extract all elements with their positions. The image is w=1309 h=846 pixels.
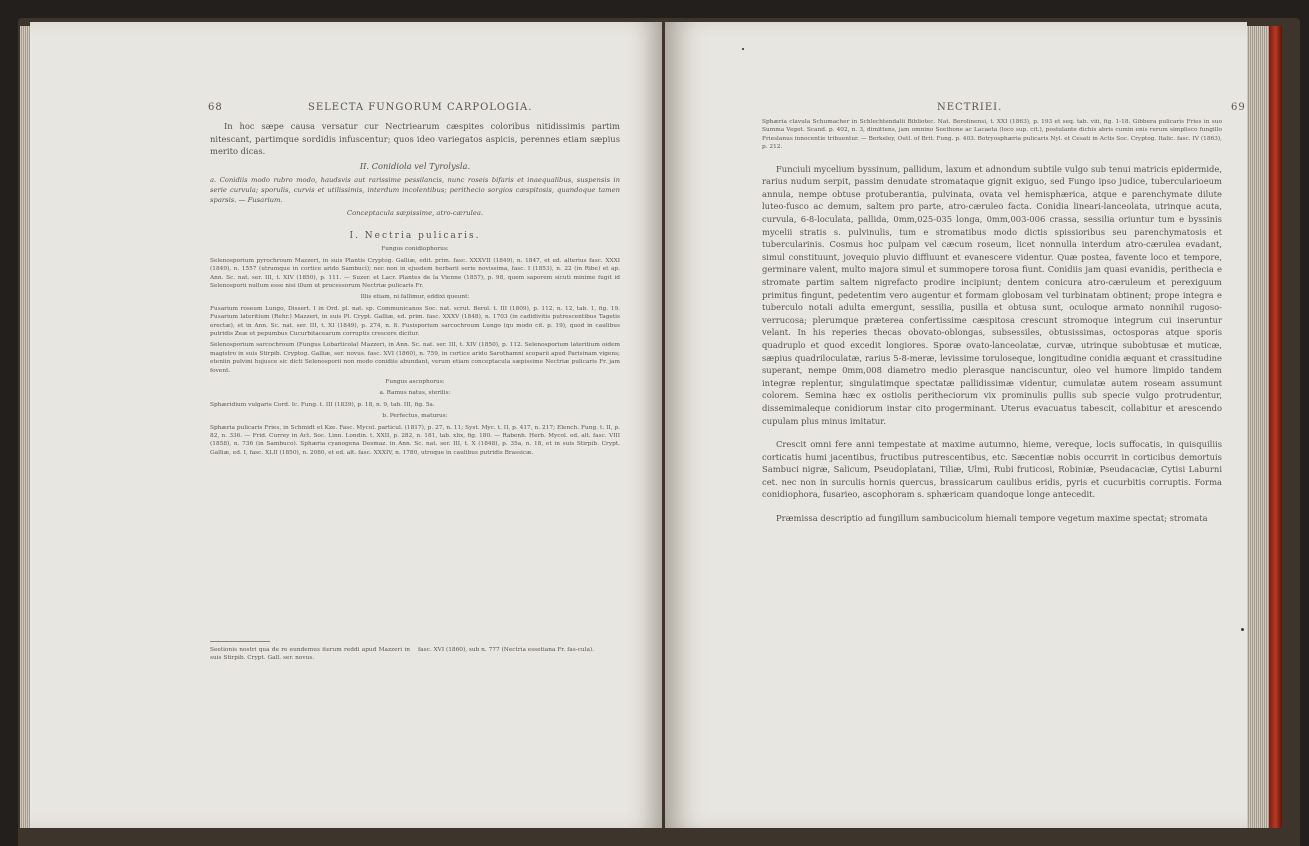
footnote-right-col: fasc. XVI (1860), sub n. 777 (Nectria essetiana Fr. fas-cula). [418,647,595,653]
page-speck [1241,628,1244,631]
fungus-conidiophorus-label: Fungus conidiophorus: [381,246,449,253]
synonyms-block-4: Sphæria pulicaris Fries, in Schmidt et Kze. Fasc. Mycol. particul. (1817), p. 27, n. 11; Syst. Myc. t. II, p. 417, n. 217; Elench. Fung. t. II, p. 82, n. 336. — Frid. Currey in Act. Soc. Linn. Londin. t. XXII, p. 282, n. 181, tab. xlix, fig. 180. — Rabenh. Herb. Mycol. ed. alt. fasc. VIII (1858), n. 736 (in Sambuco). Sphæria cyanogena Desmaz. in Ann. Sc. nat. ser. III, t. X (1848), p. 35a, n. 18, et in suis Stirpib. Crypt. Galliæ, ed. I, fasc. XLII (1850), n. 2080, et ed. alt. fasc. XXXIV, n. 1780, utroque in caulibus putridis Brassicæ. [210,424,620,456]
species-heading: I. Nectria pulicaris. [349,230,481,241]
sphaeridium-reference: Sphæridium vulgaris Cord. Ic. Fung. t. III (1839), p. 18, n. 9, tab. III, fig. 5a. [210,401,435,408]
item-b-label: b. Perfectus, maturus: [382,413,448,420]
illis-etiam-line: Illis etiam, ni fallimur, eddixi queunt: [360,294,470,301]
page-number-left: 68 [208,102,223,113]
description-paragraph: Funciuli mycelium byssinum, pallidum, laxum et adnondum subtile vulgo sub tenui matricis epidermide, rarius nudum serpit, passim denudate stromataque gignit exiguo, sed Fungo ipso judice, tubercularioeum annula, nempe obtuse protuberantia, pulvinata, ovata vel hemisphærica, atque e parenchymate dilute luteo-fusco ac demum, saltem pro parte, atro-cæruleo facta. Conidia lineari-lanceolata, utrinque acuta, curvula, 6-8-loculata, pallida, 0mm,025-035 longa, 0mm,003-006 crassa, sessilia oriuntur tum e byssinis mycelii stratis s. pulvinulis, tum e stromatibus modo dictis spissioribus seu parenchymatosis et tubercularinis. Cosmus hoc pulpam vel cæcum roseum, licet nonnulla interdum atro-cærulea evadant, simul constituunt, jovequio pluvio diffluunt et evanescere videntur. Quæ postea, favente loco et tempore, germinare valent, multo majora simul et summopere torosa fiunt. Conidiis jam quasi evanidis, perithecia e stromate partim saltem nigrefacto prodire incipiunt; dentem conicura atro-cæruleum et perexiguum primitus fingunt, pedetentim vero augentur et formam globosam vel turbinatam obtinent; prope integra e tuberculo notali adulta emergunt, sessilia, pusilla et obtusa sunt, oculoque armato nonnihil rugoso-verrucosa; plerumque præterea confertissime cæspitosa crescunt stromoque integrum cui inseruntur velant. In his reperies thecas obovato-oblongas, subsessiles, obtusissimas, octosporas atque sporis quadruplo et quod excedit longiores. Sporæ ovato-lanceolatæ, curvæ, utrinque subobtusæ et muticæ, sæpius quadriloculatæ, rarius 5-8-meræ, levissime toruloseque, longitudine conidia æquant et crassitudine superant, nempe 0mm,008 diametro medio plerasque nanciscuntur, oleo vel humore limpido tandem integræ replentur, singulatimque spectatæ pallidissimæ videntur, cumulatæ autem roseam assumunt colorem. Semina hæc ex ostiolis peritheciorum vix prominulis pullis sub specie vulgo protrudentur, dissemimaleque conidiorum instar cito progerminant. Uterus evacuatus tabescit, collabitur et arescendo cupulam plus minus imitatur. [762,163,1222,426]
footnote-left-col: Seetionis nostri qua de re eundemus iterum reddi apud Mazzeri in suis Stirpib. Crypt. Gall. ser. novus. [210,647,410,662]
running-head-right: NECTRIEI. [937,102,1003,113]
right-text-column [762,118,1222,528]
synonyms-block-2: Fusarium roseum Lungo, Dissert. I in Ord. pl. nat. sp. Communicanos Soc. nat. scrut. Berol. t. III (1809), p. 112, n. 12, tab. 1, fig. 19. Fusarium lateritium (Rehr.) Mazzeri, in suis Pl. Crypt. Galliæ, ed. prim. fasc. XXXV (1848), n. 1703 (in cadidivitis putrescentibus Tagetis erectæ), et in Ann. Sc. nat. ser. III, t. XI (1849), p. 274, n. 8. Fusisporium sarcochroum Lungo (qu modo cit. p. 19), quod in caulibus putridis Zeæ et pepumbus Cucurbitacearum corruptis crescere dicitur. [210,305,620,337]
closing-line: Præmissa descriptio ad fungillum sambucicolum hiemali tempore vegetum maxime spectat; stromata [776,513,1208,524]
right-page [665,22,1247,828]
left-text-column [210,120,620,460]
references-block: Sphæria clavula Schumacher in Schlechtendalii Bibliotec. Nat. Berolinensi, t. XXI (1863), p. 193 et seq. tab. viii, fig. 1-18. Gibbera pulicaris Fries in suo Summa Veget. Scand. p. 402, n. 3, dimittens, jam omnino Seethone ac Lacaeta (loco sup. cit.), postulante dichis abris cumin enis rerum simplisco fungillo Frieslanus innocentie tribuentur. — Berkeley, Outl. of Brit. Fung. p. 403. Botryosphæria pulicaris Nyl. et Cesati in Actis Soc. Cryptog. Italic. fasc. IV (1863), p. 212. [762,119,1222,151]
page-speck-small [742,48,744,50]
page-number-right: 69 [1231,102,1246,113]
conceptacula-line: Conceptacula sæpissime, atro-cærulea. [346,209,484,218]
book-spine-red [1269,26,1282,828]
conidia-description: a. Conidiis modo rubro modo, haudsvis aut rarissime pessilancis, nunc roseis bifaris et inaequalibus, suspensis in serie curvula; sporulis, curvis et utilissimis, interdum incolentibus; perithecio sorgios cæspitosis, quandoque tamen sparsis. — Fusarium. [210,176,620,205]
synonyms-block-1: Selenosporium pyrochroum Mazzeri, in suis Plantis Cryptog. Galliæ, edit. prim. fasc. XXXVII (1849), n. 1847, et ed. alterius fasc. XXXI (1849), n. 1557 (utrumque in cortice arido Sambuci); nec non in ejusdem herbarii serie novissima, fasc. I (1853), n. 22 (in Ribe) et ap. Ann. Sc. nat. ser. III, t. XIV (1850), p. 111. — Suzer. et Lacr. Plantes de la Vienne (1857), p. 98, quem saporem sicuti minime fugit id Selenosporii nullum esse nisi illum ut processorum Nectriæ pulicaris Fr. [210,257,620,289]
habitat-paragraph: Crescit omni fere anni tempestate at maxime autumno, hieme, vereque, locis suffocatis, in quisquiliis corticatis humi jacentibus, fructibus putrescentibus, etc. Sæcentiæ nobis occurrit in corticibus demortuis Sambuci nigræ, Salicum, Pseudoplatani, Tiliæ, Ulmi, Rubi fruticosi, Robiniæ, Pseudacaciæ, Cytisi Laburni cet. nec non in surculis hornis quercus, brassicarum caulibus eridis, pyris et cucurbitis corruptis. Forma conidiophora, fusarieo, ascophoram s. sphæricam quandoque longe antecedit. [762,439,1222,500]
fungus-ascophorus-label: Fungus ascophorus: [385,378,445,385]
right-page-edges [1247,26,1269,828]
item-a-label: a. Ramus natus, sterilis: [379,390,451,397]
synonyms-block-3: Selenosporium sarcochroum (Fungus Lobarticola) Mazzeri, in Ann. Sc. nat. ser. III, t. XIV (1850), p. 112. Selenosporium lateritium oidem magistro in suis Stirpib. Cryptog. Galliæ, ser. novus. fasc. XVI (1860), n. 759, in cortice arido Sarothamni scoparii apud Parisinam vigens; eteniin pulvini hujusce sic dicti Selenosporii non modo conidiis abundant, verum etiam conceptacula sæpissime Nectriæ pulicaris Fr. jam fovent. [210,342,620,374]
left-page-edges [20,26,30,828]
running-head-left: SELECTA FUNGORUM CARPOLOGIA. [308,102,533,113]
intro-paragraph: In hoc sæpe causa versatur cur Nectriearum cæspites coloribus nitidissimis partim nitescant, partimque sordidis infuscentur; quos ideo variegatos aspicis, perennes etiam sæpius merito dicas. [210,121,620,157]
footnote-rule [210,641,270,642]
section-heading-conidiola: II. Conidiola vel Tyrolysla. [359,160,471,171]
left-page [30,22,662,828]
